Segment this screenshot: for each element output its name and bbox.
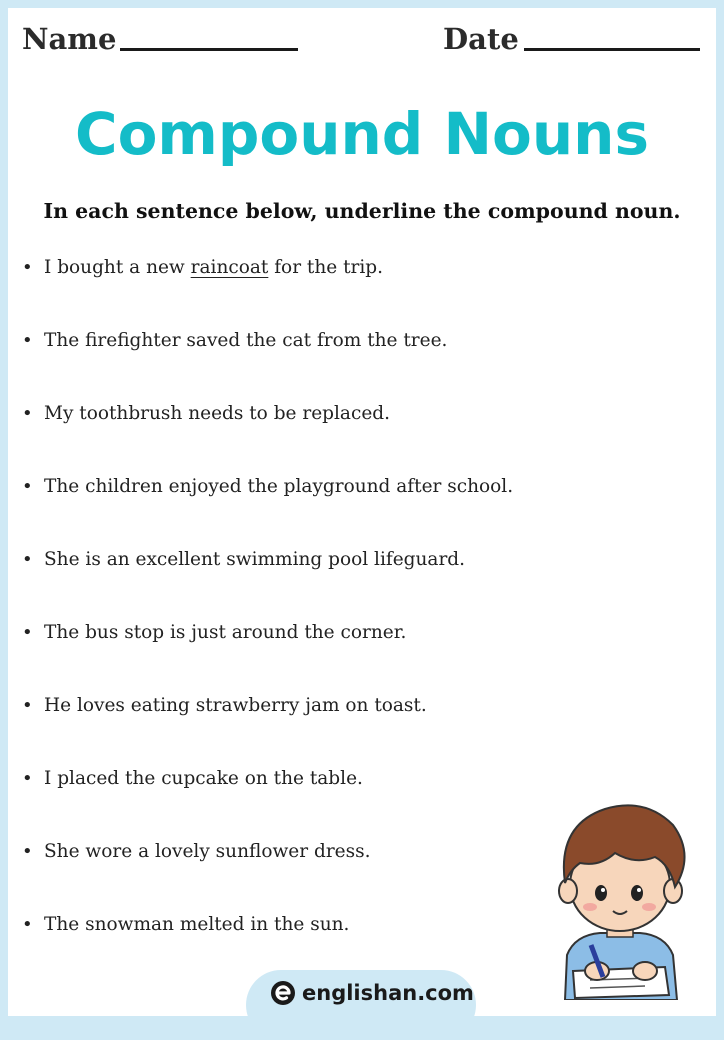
list-item — [22, 838, 582, 911]
sentence-text: The snowman melted in the sun. — [44, 914, 350, 935]
list-item — [22, 254, 582, 327]
bullet-icon: • — [22, 622, 33, 643]
example-before: I bought a new — [44, 257, 191, 278]
sentence-text: She wore a lovely sunflower dress. — [44, 841, 371, 862]
date-blank-line — [524, 48, 700, 51]
sentence-text: The bus stop is just around the corner. — [44, 622, 407, 643]
bullet-icon: • — [22, 549, 33, 570]
bullet-icon: • — [22, 476, 33, 497]
bullet-icon: • — [22, 768, 33, 789]
worksheet-title: Compound Nouns — [75, 100, 649, 168]
name-label: Name — [22, 22, 117, 56]
bullet-icon: • — [22, 403, 33, 424]
boy-writing-illustration — [545, 795, 695, 1000]
bullet-icon: • — [22, 914, 33, 935]
example-after: for the trip. — [268, 257, 384, 278]
list-item — [22, 692, 582, 765]
list-item — [22, 546, 582, 619]
example-answer: raincoat — [190, 257, 269, 278]
sentence-text: The firefighter saved the cat from the tree. — [44, 330, 448, 351]
footer-brand[interactable] — [270, 980, 474, 1006]
e-logo-icon — [270, 980, 296, 1006]
site-name: englishan.com — [302, 981, 474, 1005]
sentence-list — [22, 254, 582, 984]
list-item — [22, 765, 582, 838]
list-item — [22, 400, 582, 473]
bullet-icon: • — [22, 257, 33, 278]
bullet-icon: • — [22, 841, 33, 862]
sentence-text: She is an excellent swimming pool lifeguard. — [44, 549, 466, 570]
bullet-icon: • — [22, 330, 33, 351]
sentence-text: I placed the cupcake on the table. — [44, 768, 363, 789]
name-blank-line — [120, 48, 298, 51]
list-item — [22, 619, 582, 692]
sentence-text: He loves eating strawberry jam on toast. — [44, 695, 427, 716]
sentence-text: The children enjoyed the playground after school. — [44, 476, 514, 497]
list-item — [22, 473, 582, 546]
list-item — [22, 327, 582, 400]
sentence-text: My toothbrush needs to be replaced. — [44, 403, 390, 424]
date-label: Date — [443, 22, 519, 56]
bullet-icon: • — [22, 695, 33, 716]
instructions: In each sentence below, underline the compound noun. — [43, 199, 681, 223]
